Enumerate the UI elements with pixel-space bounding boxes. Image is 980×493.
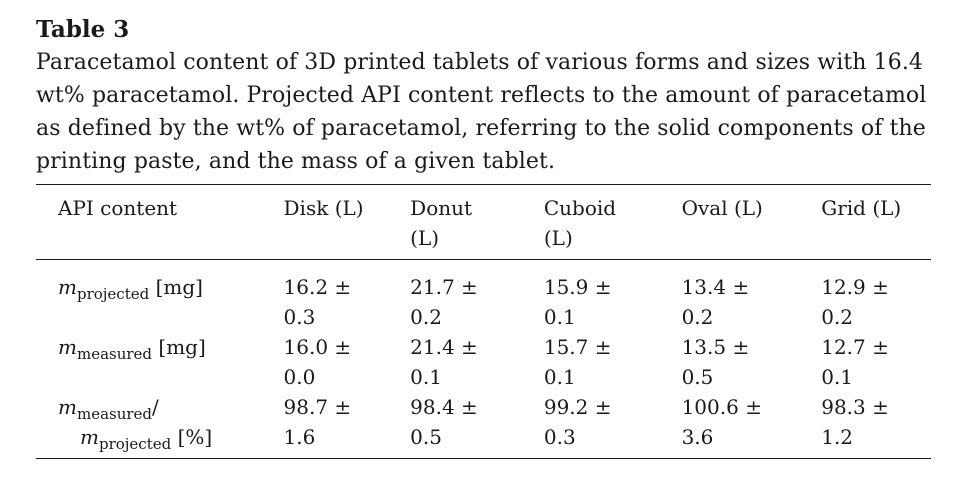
cell-sd: 0.5 [681,365,714,389]
cell-sd: 0.1 [410,365,442,389]
table-cell [682,332,822,392]
cell-mean: 15.7 ± [543,335,612,359]
cell-sd: 0.0 [283,365,316,389]
table-cell [284,392,411,459]
cell-mean: 100.6 ± [681,395,762,419]
row-subscript-2: projected [98,435,172,453]
row-symbol: m [58,275,77,299]
table-row [36,392,931,459]
cell-sd: 0.5 [410,425,442,449]
header-row [36,185,931,260]
header-oval: Oval (L) [681,196,763,220]
cell-mean: 13.5 ± [681,335,750,359]
cell-sd: 0.3 [283,305,316,329]
row-unit: [mg] [158,335,206,359]
row-label [36,332,284,392]
cell-sd: 1.2 [821,425,854,449]
row-label-line1 [58,392,284,422]
header-donut-line2: (L) [410,226,440,250]
table-cell [821,392,931,459]
table-cell [284,260,411,333]
header-cuboid-line1: Cuboid [543,196,617,220]
header-cuboid [544,185,682,260]
row-subscript: measured [76,405,153,423]
table-cell [284,332,411,392]
cell-mean: 98.7 ± [283,395,352,419]
table-label: Table 3 [36,16,130,43]
row-symbol-2: m [80,425,99,449]
table-cell [410,332,544,392]
header-api-content: API content [58,196,178,220]
cell-mean: 12.7 ± [821,335,889,359]
cell-sd: 0.1 [821,365,854,389]
cell-sd: 3.6 [681,425,714,449]
table-cell [544,260,682,333]
row-label [36,392,284,459]
header-grid: Grid (L) [821,196,902,220]
row-label-line2 [58,422,284,452]
cell-sd: 0.1 [543,365,576,389]
row-symbol: m [58,335,77,359]
table-container [36,14,934,459]
cell-sd: 0.1 [543,305,576,329]
row-subscript: projected [76,285,150,303]
cell-mean: 13.4 ± [681,275,750,299]
header-disk: Disk (L) [283,196,364,220]
table-cell [544,332,682,392]
table-cell [682,260,822,333]
cell-mean: 15.9 ± [543,275,612,299]
table-cell [821,260,931,333]
header-donut-line1: Donut [410,196,473,220]
cell-sd: 0.2 [681,305,714,329]
data-table [36,184,931,459]
table-cell [544,392,682,459]
table-cell [410,260,544,333]
row-label [36,260,284,333]
row-subscript: measured [76,345,153,363]
table-row [36,260,931,333]
table-caption: Paracetamol content of 3D printed tablets of various forms and sizes with 16.4 wt% paracetamol. Projected API content reflects to the amount of paracetamol as defined by the wt% of paracetamol, referring to the solid components of the printing paste, and the mass of a given tablet. [36,50,927,174]
row-unit: [%] [177,425,213,449]
cell-mean: 16.2 ± [283,275,352,299]
cell-mean: 21.7 ± [410,275,478,299]
table-row [36,332,931,392]
header-cuboid-line2: (L) [543,226,573,250]
cell-sd: 0.3 [543,425,576,449]
cell-sd: 0.2 [410,305,442,329]
table-cell [410,392,544,459]
cell-mean: 16.0 ± [283,335,352,359]
row-unit: [mg] [155,275,203,299]
table-cell [821,332,931,392]
row-slash: / [152,395,159,419]
cell-sd: 1.6 [283,425,316,449]
cell-mean: 21.4 ± [410,335,478,359]
cell-mean: 99.2 ± [543,395,612,419]
cell-mean: 98.3 ± [821,395,889,419]
cell-sd: 0.2 [821,305,854,329]
row-symbol: m [58,395,77,419]
table-cell [682,392,822,459]
cell-mean: 98.4 ± [410,395,478,419]
header-donut [410,185,544,260]
cell-mean: 12.9 ± [821,275,889,299]
